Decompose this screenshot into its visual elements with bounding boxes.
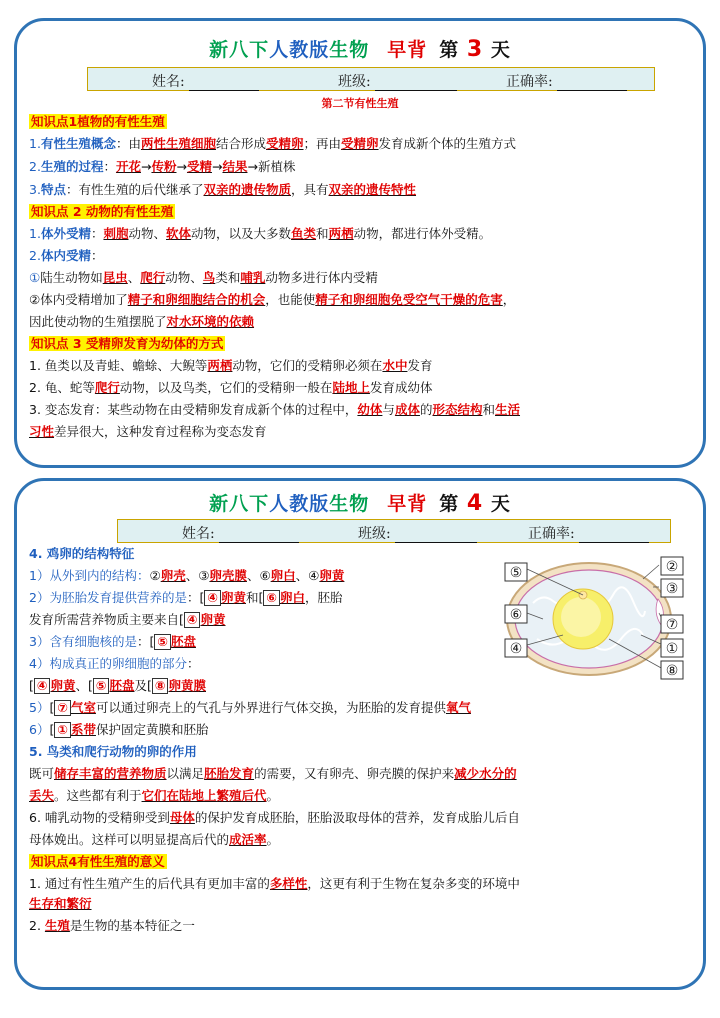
text-segment: 体内受精 [40,248,91,263]
text-segment: ②体内受精增加了 [29,292,128,307]
text-segment: 类和 [215,270,241,285]
answer-text: 它们在陆地上繁殖后代 [141,788,267,803]
text-segment: 发育所需营养物质主要来自[ [29,612,184,627]
answer-text: 胚盘 [170,634,196,649]
text-segment: 及[ [134,678,152,693]
text-line [29,809,520,827]
text-line [29,787,279,805]
text-line [29,567,344,585]
text-line [29,895,92,913]
answer-text: 受精卵 [341,136,379,151]
answer-text: 形态结构 [432,402,483,417]
text-segment: 6. 哺乳动物的受精卵受到 [29,810,170,825]
answer-text: 水中 [382,358,408,373]
text-segment: ：由 [115,136,141,151]
egg-label-text: ① [665,641,679,657]
text-line [29,831,279,849]
text-segment: ：[ [186,590,205,605]
answer-text: 习性 [29,424,55,439]
text-segment: 6） [29,722,50,737]
egg-label-text: ⑤ [509,565,523,581]
answer-text: 生活 [495,402,521,417]
text-segment: 的 [419,402,433,417]
text-line [29,633,196,651]
answer-text: 生殖 [44,918,70,933]
knowledge-point-heading: 知识点 3 受精卵发育为幼体的方式 [31,336,224,351]
text-line [29,357,432,375]
text-segment: 可以通过卵壳上的气孔与外界进行气体交换，为胚胎的发育提供 [95,700,446,715]
yolk-highlight [561,597,601,637]
text-segment: 陆生动物如 [40,270,103,285]
student-info-bar: 姓名: 班级: 正确率: [117,519,671,543]
label-box: ⑤ [154,634,171,650]
answer-text: 卵黄 [200,612,226,627]
egg-structure-diagram [493,553,697,683]
text-segment: 特点 [40,182,66,197]
answer-text: 卵黄 [50,678,76,693]
text-line [29,699,471,717]
section-heading: 第二节有性生殖 [321,97,399,110]
text-segment: 既可 [29,766,55,781]
text-segment: 1. 鱼类以及青蛙、蟾蜍、大鲵等 [29,358,208,373]
text-segment: ：有性生殖的后代继承了 [65,182,204,197]
text-segment: 动物，以及大多数 [191,226,292,241]
text-line [29,721,208,739]
text-segment: → [176,159,187,174]
answer-text: 爬行 [140,270,166,285]
text-segment: ，胚胎 [304,590,343,605]
knowledge-point-heading: 知识点4有性生殖的意义 [31,854,165,869]
text-segment: 5） [29,700,50,715]
text-segment: 、⑥ [246,568,271,583]
text-segment: ： [103,159,116,174]
text-segment: [ [29,678,34,693]
text-segment: 差异很大，这种发育过程称为变态发育 [54,424,267,439]
text-segment: 动物、 [165,270,203,285]
answer-text: 受精 [186,159,212,174]
text-segment: 。这些都有利于 [54,788,142,803]
answer-text: 卵黄 [220,590,246,605]
label-box: ④ [34,678,51,694]
text-segment: 的保护发育成胚胎，胚胎汲取母体的营养，发育成胎儿后自 [194,810,520,825]
text-segment: 结合形成 [215,136,266,151]
text-segment: 。 [266,788,280,803]
text-line [29,423,267,441]
text-segment: [ [49,722,55,737]
answer-text: 双亲的遗传物质 [203,182,291,197]
egg-label-text: ② [665,559,679,575]
text-segment: ： [90,248,104,263]
text-segment: ， [502,292,516,307]
text-line [29,113,167,131]
answer-text: 成活率 [229,832,267,847]
text-segment: 体外受精 [40,226,91,241]
text-segment: 、④ [295,568,320,583]
text-line [29,655,199,673]
answer-text: 爬行 [94,380,120,395]
text-segment: 2. [29,248,41,263]
answer-text: 丢失 [29,788,55,803]
text-segment: 和 [316,226,329,241]
answer-text: 氧气 [445,700,471,715]
answer-text: 系带 [70,722,96,737]
knowledge-point-heading: 知识点 2 动物的有性生殖 [31,204,174,219]
text-segment: 动物多进行体内受精 [265,270,378,285]
text-segment: 发育成新个体的生殖方式 [378,136,517,151]
label-box: ④ [204,590,221,606]
day4-card [14,478,706,990]
day4-title: 新八下人教版生物 早背 第 4 天 [209,491,511,516]
text-segment: ：[ [136,634,155,649]
answer-text: 双亲的遗传特性 [328,182,417,197]
text-line [29,743,197,761]
text-segment: ① [29,270,41,285]
text-segment: →新植株 [247,159,296,174]
egg-label-text: ⑧ [665,663,679,679]
day3-card [14,18,706,468]
text-line [29,269,378,287]
text-segment: 母体娩出。这样可以明显提高后代的 [29,832,230,847]
answer-text: 陆地上 [332,380,370,395]
text-segment: 以满足 [166,766,205,781]
text-segment: 1. 通过有性生殖产生的后代具有更加丰富的 [29,876,270,891]
answer-text: 鸟 [202,270,216,285]
text-line [29,401,520,419]
text-segment: 2. [29,159,41,174]
text-segment: 2. 龟、蛇等 [29,380,95,395]
name-blank[interactable] [219,528,299,543]
answer-text: 母体 [169,810,195,825]
student-info-bar: 姓名: 班级: 正确率: [87,67,655,91]
answer-text: 卵壳膜 [209,568,247,583]
text-segment: [ [49,700,55,715]
text-segment: ，具有 [290,182,329,197]
name-blank[interactable] [189,76,259,91]
text-segment: 3. 变态发育：某些动物在由受精卵发育成新个体的过程中， [29,402,358,417]
text-segment: 。 [266,832,280,847]
answer-text: 刺胞 [103,226,129,241]
egg-label-text: ③ [665,581,679,597]
answer-text: 传粉 [151,159,177,174]
text-segment: 、 [127,270,141,285]
text-line [29,853,167,871]
text-segment: 发育成幼体 [369,380,433,395]
text-line [29,158,295,176]
answer-text: 鱼类 [291,226,317,241]
text-segment: 1. [29,136,41,151]
text-segment: 4）构成真正的卵细胞的部分 [29,656,187,671]
answer-text: 结果 [222,159,248,174]
text-line [29,379,432,397]
answer-text: 减少水分的 [454,766,517,781]
answer-text: 精子和卵细胞结合的机会 [127,292,266,307]
knowledge-point-heading: 知识点1植物的有性生殖 [31,114,165,129]
text-line [29,247,103,265]
text-segment: 和 [482,402,495,417]
text-segment: 5. 鸟类和爬行动物的卵的作用 [29,744,197,759]
text-segment: 发育 [407,358,433,373]
text-segment: 3. [29,182,41,197]
text-line [29,589,342,607]
text-segment: 3）含有细胞核的是 [29,634,137,649]
answer-text: 受精卵 [266,136,304,151]
label-box: ⑤ [93,678,110,694]
answer-text: 两性生殖细胞 [140,136,216,151]
text-line [29,917,195,935]
answer-text: 生存和繁衍 [29,896,92,911]
text-segment: 动物，以及鸟类，它们的受精卵一般在 [119,380,333,395]
text-line [29,765,517,783]
text-segment: 是生物的基本特征之一 [69,918,195,933]
text-line [29,291,515,309]
label-box: ⑥ [263,590,280,606]
score-blank[interactable] [557,76,627,91]
text-line [29,181,416,199]
leader-line [643,565,659,579]
answer-text: 卵白 [270,568,296,583]
text-segment: → [140,159,152,174]
text-line [29,611,226,629]
text-segment: 动物、 [128,226,166,241]
answer-text: 软体 [166,226,192,241]
class-blank[interactable] [395,528,477,543]
answer-text: 储存丰富的营养物质 [54,766,167,781]
text-segment: 2. [29,918,45,933]
text-line [29,335,225,353]
answer-text: 卵黄 [319,568,345,583]
answer-text: 两栖 [207,358,233,373]
text-segment: ： [90,226,104,241]
egg-label-text: ④ [509,641,523,657]
answer-text: 幼体 [357,402,383,417]
text-segment: 动物，它们的受精卵必须在 [232,358,383,373]
answer-text: 卵壳 [160,568,186,583]
text-segment: 因此使动物的生殖摆脱了 [29,314,167,329]
answer-text: 多样性 [269,876,308,891]
text-segment: 1. [29,226,41,241]
answer-text: 成体 [394,402,420,417]
score-blank[interactable] [579,528,649,543]
label-box: ① [54,722,71,738]
label-box: ⑦ [54,700,71,716]
class-blank[interactable] [375,76,457,91]
text-line [29,545,134,563]
text-segment: 1）从外到内的结构： [29,568,150,583]
answer-text: 胚盘 [109,678,135,693]
text-line [29,135,516,153]
answer-text: 卵白 [279,590,305,605]
answer-text: 精子和卵细胞免受空气干燥的危害 [315,292,503,307]
text-segment: ： [186,656,200,671]
text-segment: 、③ [185,568,210,583]
label-box: ④ [184,612,201,628]
text-segment: ② [149,568,161,583]
text-line [29,203,175,221]
text-segment: 有性生殖概念 [40,136,116,151]
text-segment: 动物，都进行体外受精。 [353,226,492,241]
answer-text: 对水环境的依赖 [166,314,255,329]
text-segment: ；再由 [303,136,342,151]
text-segment: 生殖的过程 [40,159,104,174]
text-segment: 与 [382,402,395,417]
answer-text: 卵黄膜 [168,678,206,693]
text-segment: ，这更有利于生物在复杂多变的环境中 [307,876,520,891]
text-segment: 保护固定黄膜和胚胎 [95,722,209,737]
answer-text: 两栖 [328,226,354,241]
text-segment: 4. 鸡卵的结构特征 [29,546,135,561]
answer-text: 哺乳 [240,270,266,285]
text-segment: 2）为胚胎发育提供营养的是 [29,590,187,605]
label-box: ⑧ [152,678,169,694]
egg-label-text: ⑥ [509,607,523,623]
text-segment: → [211,159,223,174]
day3-title: 新八下人教版生物 早背 第 3 天 [209,37,511,62]
text-line [29,313,254,331]
text-line [29,225,491,243]
answer-text: 胚胎发育 [204,766,255,781]
text-segment: 的需要，又有卵壳、卵壳膜的保护来 [254,766,455,781]
answer-text: 昆虫 [102,270,128,285]
egg-label-text: ⑦ [665,617,679,633]
answer-text: 气室 [70,700,96,715]
answer-text: 开花 [115,159,141,174]
text-segment: 、[ [75,678,93,693]
text-segment: 和[ [245,590,264,605]
text-line [29,875,520,893]
text-segment: ，也能使 [265,292,316,307]
text-line [29,677,206,695]
